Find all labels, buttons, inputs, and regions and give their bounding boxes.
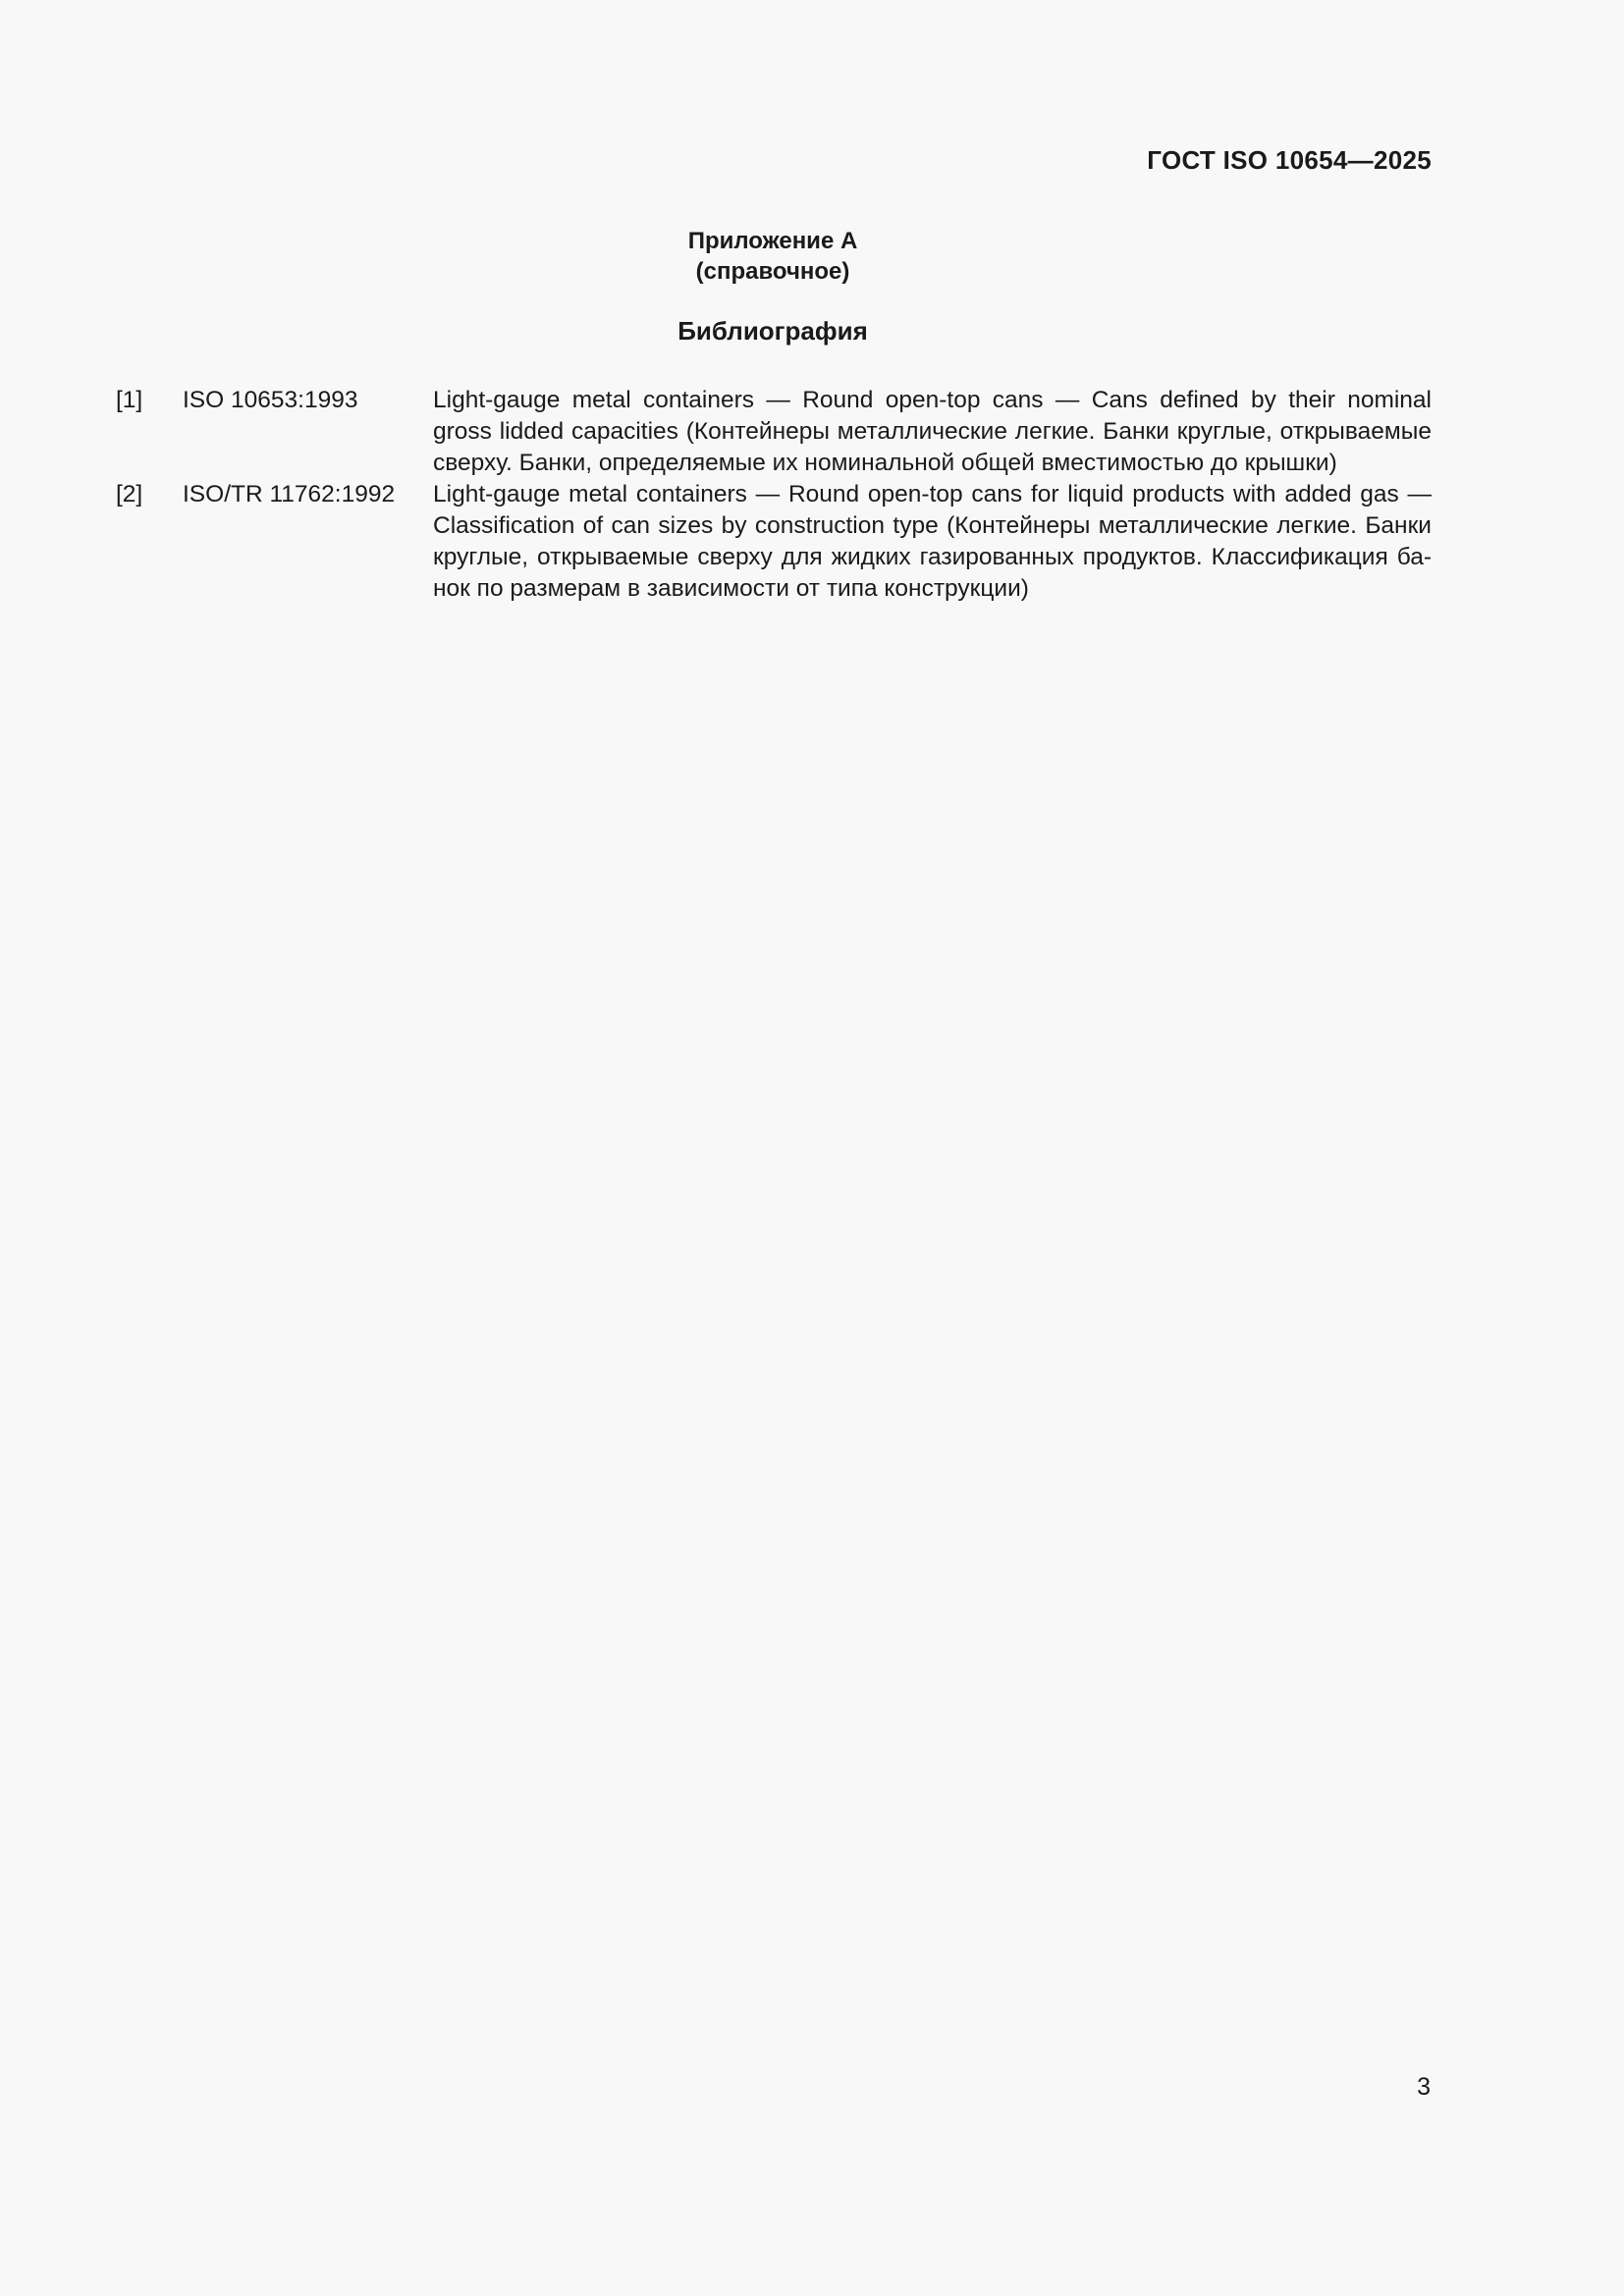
entry-description: Light-gauge metal containers — Round open-top cans — Cans defined by their nominal gross lidded capacities (Контейнеры металлические легкие. Банки круглые, открываемые сверху. Банки, определяемые их номинальной общей вместимостью до крышки) <box>433 387 1432 476</box>
appendix-heading <box>0 226 1545 287</box>
document-code: ГОСТ ISO 10654—2025 <box>1147 145 1432 175</box>
entry-standard-code: ISO/TR 11762:1992 <box>183 481 396 507</box>
entry-number: [2] <box>116 481 143 507</box>
page-number: 3 <box>1417 2073 1431 2101</box>
entry-standard-code: ISO 10653:1993 <box>183 387 358 413</box>
bibliography-list <box>116 385 1432 605</box>
entry-number: [1] <box>116 387 143 413</box>
appendix-title: Приложение А <box>687 228 858 254</box>
appendix-subtitle: (справочное) <box>695 258 850 285</box>
bibliography-title: Библиография <box>677 316 868 346</box>
bibliography-entry <box>116 385 1432 479</box>
entry-description: Light-gauge metal containers — Round open-top cans for liquid products with added gas — Classification of can sizes by construction type (Контейнеры металлические легкие. Банки круглые, открываемые сверху для жидких газированных продуктов. Классификация банок по размерам в зависимости от типа конструкции) <box>433 481 1432 602</box>
bibliography-entry <box>116 479 1432 605</box>
